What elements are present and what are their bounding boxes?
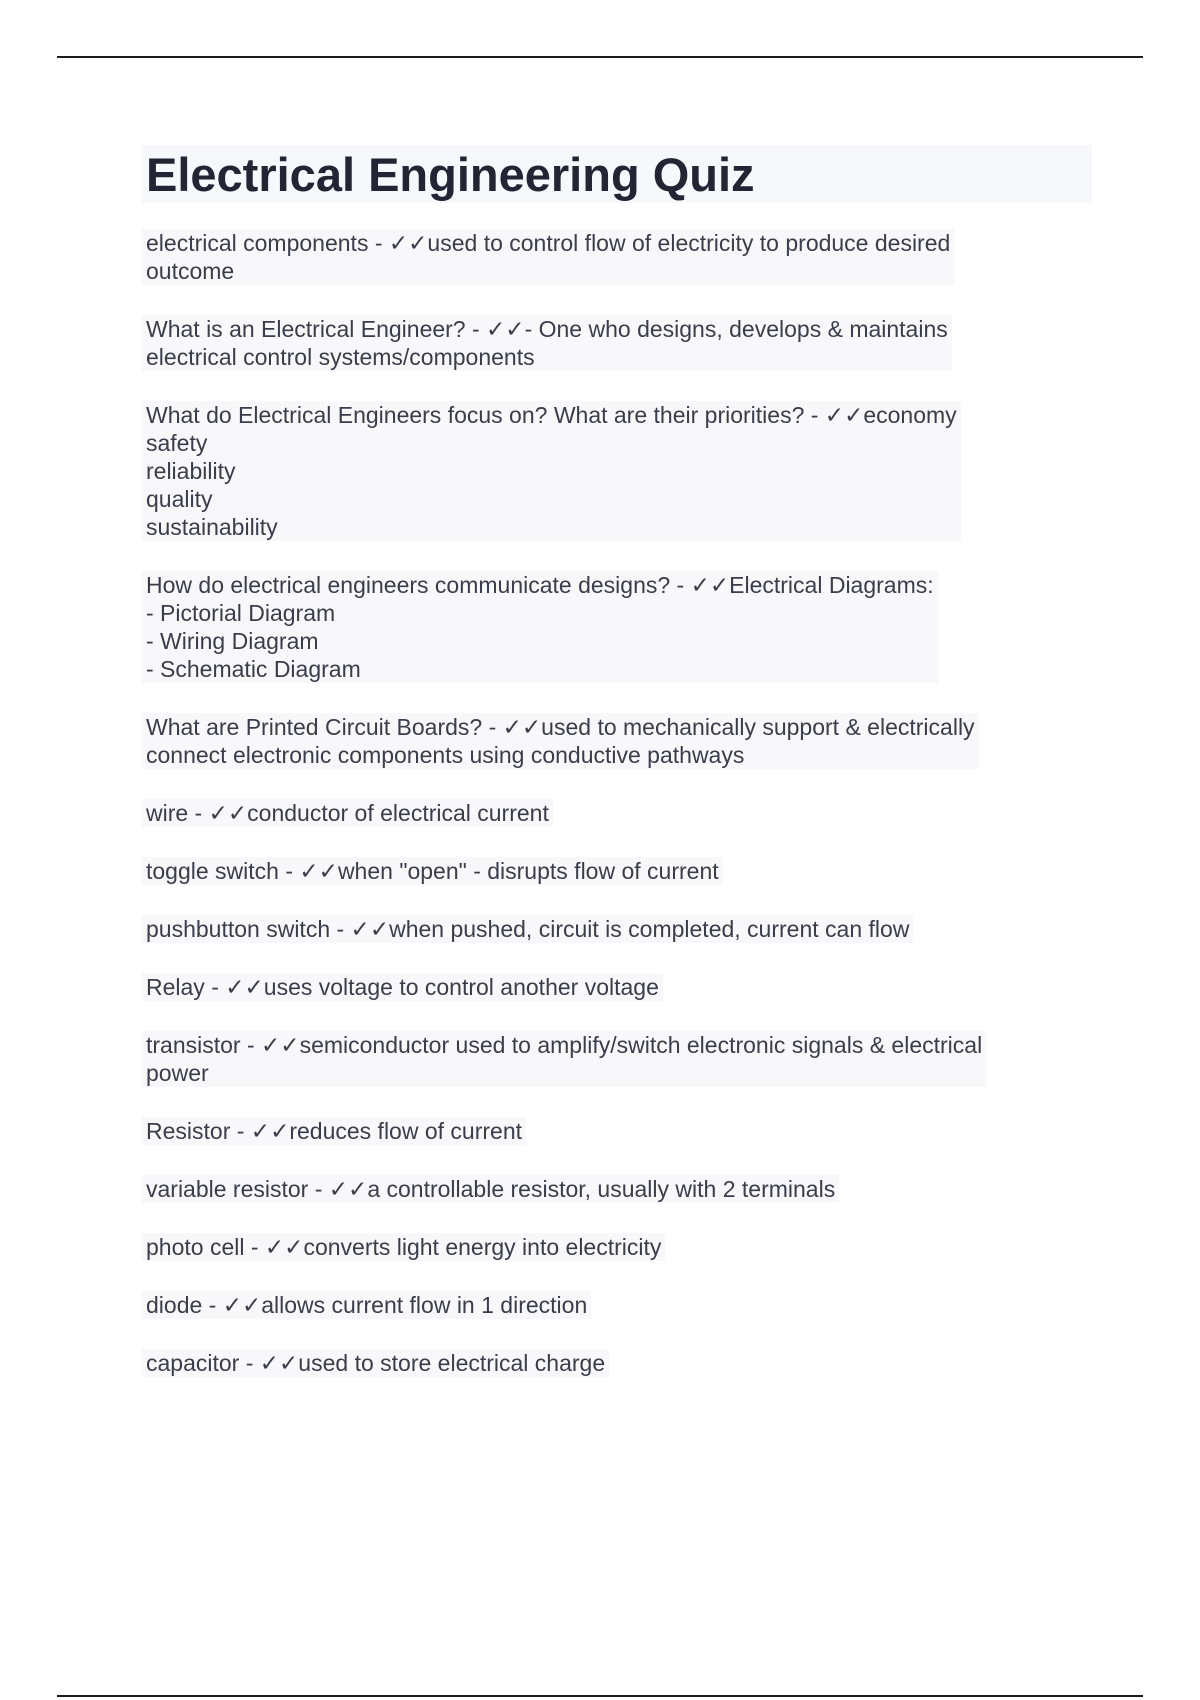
qa-entry-relay: Relay - ✓✓uses voltage to control another voltage (142, 973, 663, 1001)
qa-entry-electrical-components: electrical components - ✓✓used to control flow of electricity to produce desired outcome (142, 229, 954, 285)
qa-entry-variable-resistor: variable resistor - ✓✓a controllable resistor, usually with 2 terminals (142, 1175, 839, 1203)
qa-entry-transistor: transistor - ✓✓semiconductor used to amplify/switch electronic signals & electrical power (142, 1031, 986, 1087)
qa-entry-toggle-switch: toggle switch - ✓✓when "open" - disrupts flow of current (142, 857, 723, 885)
top-divider (57, 56, 1143, 58)
qa-entry-printed-circuit-boards: What are Printed Circuit Boards? - ✓✓used to mechanically support & electrically connect electronic components using conductive pathways (142, 713, 979, 769)
qa-entry-wire: wire - ✓✓conductor of electrical current (142, 799, 553, 827)
qa-entry-electrical-engineer: What is an Electrical Engineer? - ✓✓- One who designs, develops & maintains electrical control systems/components (142, 315, 952, 371)
bottom-divider (57, 1695, 1143, 1697)
qa-entry-pushbutton-switch: pushbutton switch - ✓✓when pushed, circuit is completed, current can flow (142, 915, 913, 943)
qa-entry-photo-cell: photo cell - ✓✓converts light energy into electricity (142, 1233, 665, 1261)
qa-entry-communicate-designs: How do electrical engineers communicate designs? - ✓✓Electrical Diagrams: - Pictorial Diagram - Wiring Diagram - Schematic Diagram (142, 571, 938, 683)
qa-entry-resistor: Resistor - ✓✓reduces flow of current (142, 1117, 526, 1145)
qa-entry-capacitor: capacitor - ✓✓used to store electrical charge (142, 1349, 609, 1377)
title-bar (142, 145, 1092, 203)
document-title: Electrical Engineering Quiz (146, 147, 755, 201)
document-body (142, 145, 1092, 1407)
qa-entry-priorities: What do Electrical Engineers focus on? What are their priorities? - ✓✓economy safety reliability quality sustainability (142, 401, 961, 541)
qa-entry-diode: diode - ✓✓allows current flow in 1 direction (142, 1291, 591, 1319)
